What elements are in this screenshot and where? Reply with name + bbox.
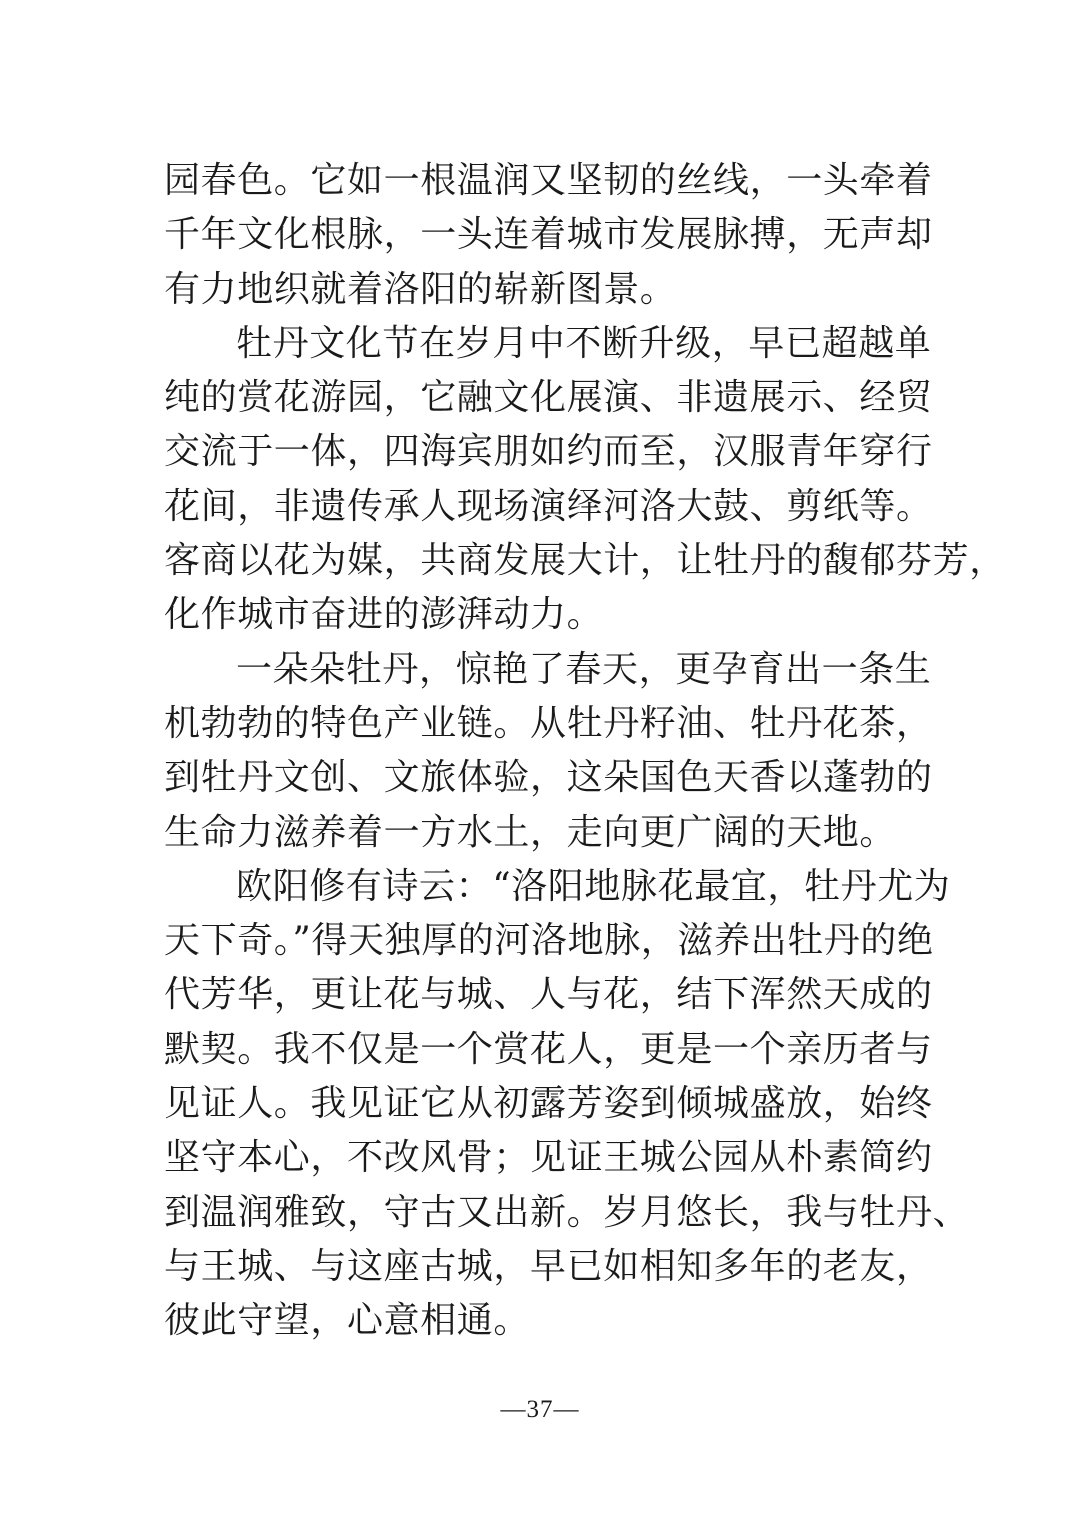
paragraph-start-line: 一朵朵牡丹，惊艳了春天，更孕育出一条生 — [236, 648, 932, 690]
text-line: 默契。我不仅是一个赏花人，更是一个亲历者与 — [164, 1028, 933, 1070]
text-line: 机勃勃的特色产业链。从牡丹籽油、牡丹花茶， — [164, 702, 933, 744]
text-line: 代芳华，更让花与城、人与花，结下浑然天成的 — [164, 974, 933, 1016]
body-text — [164, 154, 1006, 1349]
text-line: 见证人。我见证它从初露芳姿到倾城盛放，始终 — [164, 1083, 933, 1125]
text-line: 化作城市奋进的澎湃动力。 — [164, 594, 604, 636]
paragraph-start-line: 欧阳修有诗云：“洛阳地脉花最宜，牡丹尤为 — [236, 865, 951, 907]
text-line: 到温润雅致，守古又出新。岁月悠长，我与牡丹、 — [164, 1191, 970, 1233]
text-line: 彼此守望，心意相通。 — [164, 1300, 531, 1342]
text-line: 交流于一体，四海宾朋如约而至，汉服青年穿行 — [164, 431, 933, 473]
paragraph-start-line: 牡丹文化节在岁月中不断升级，早已超越单 — [236, 322, 932, 364]
text-line: 有力地织就着洛阳的崭新图景。 — [164, 268, 677, 310]
text-line: 千年文化根脉，一头连着城市发展脉搏，无声却 — [164, 214, 933, 256]
text-line: 天下奇。”得天独厚的河洛地脉，滋养出牡丹的绝 — [164, 920, 934, 962]
text-line: 园春色。它如一根温润又坚韧的丝线，一头牵着 — [164, 160, 933, 201]
text-line: 纯的赏花游园，它融文化展演、非遗展示、经贸 — [164, 377, 933, 419]
text-line: 到牡丹文创、文旅体验，这朵国色天香以蓬勃的 — [164, 757, 933, 799]
text-line: 花间，非遗传承人现场演绎河洛大鼓、剪纸等。 — [164, 485, 933, 527]
text-line: 与王城、与这座古城，早已如相知多年的老友， — [164, 1245, 933, 1287]
text-line: 客商以花为媒，共商发展大计，让牡丹的馥郁芬芳， — [164, 540, 1006, 582]
text-line: 坚守本心，不改风骨；见证王城公园从朴素简约 — [164, 1137, 933, 1179]
page-number: —37— — [500, 1396, 580, 1423]
text-line: 生命力滋养着一方水土，走向更广阔的天地。 — [164, 811, 897, 853]
